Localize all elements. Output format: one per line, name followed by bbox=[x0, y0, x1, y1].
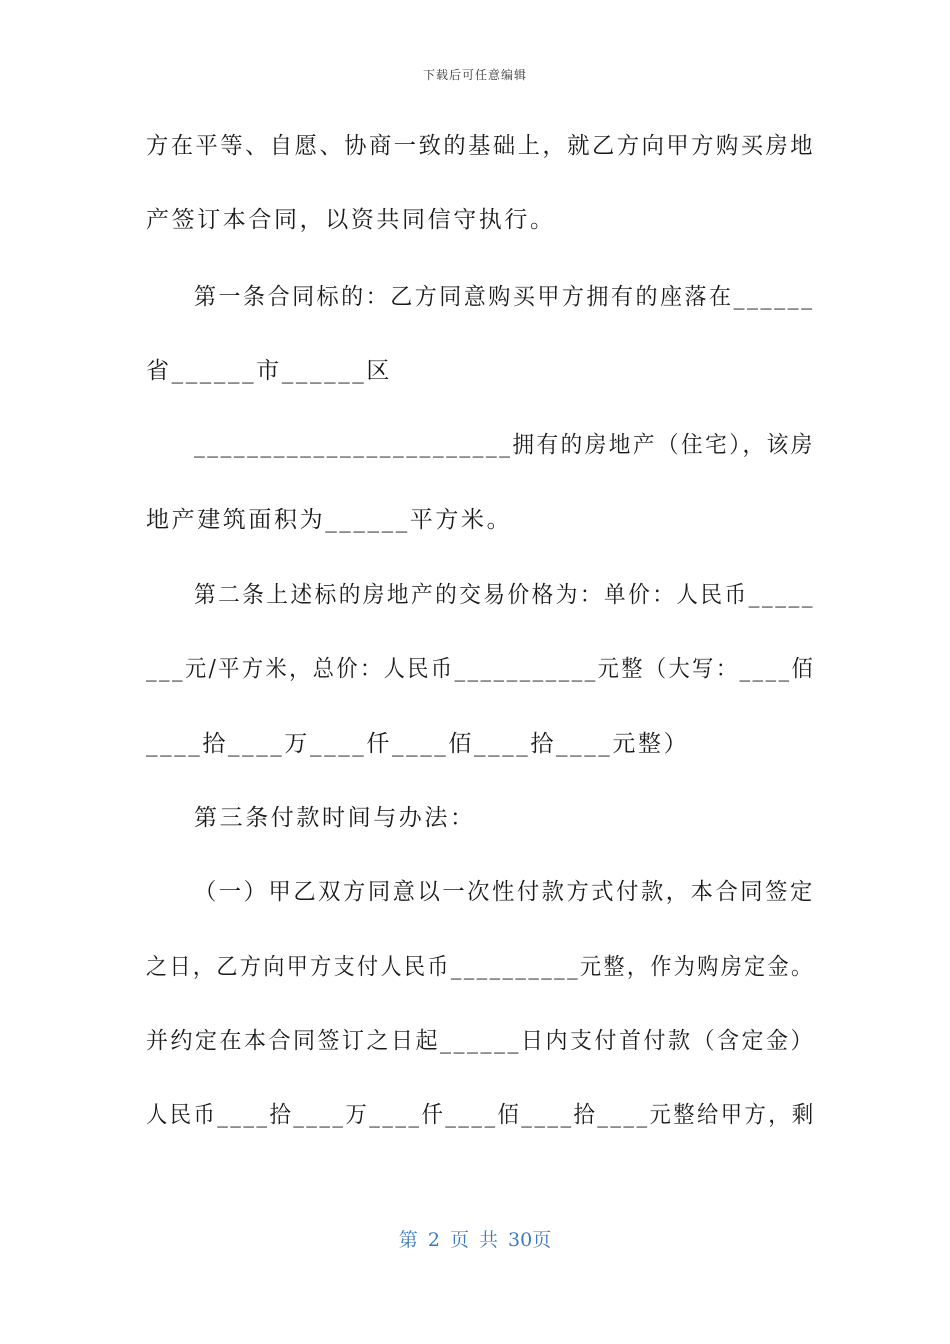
body-line: ________________________拥有的房地产（住宅），该房 bbox=[194, 432, 815, 458]
page-number-footer: 第 2 页 共 30页 bbox=[398, 1229, 552, 1251]
body-line: ___元/平方米，总价：人民币___________元整（大写：____佰 bbox=[146, 656, 816, 682]
body-line: 方在平等、自愿、协商一致的基础上，就乙方向甲方购买房地 bbox=[146, 133, 816, 159]
body-line: 之日，乙方向甲方支付人民币__________元整，作为购房定金。 bbox=[146, 954, 815, 980]
body-line: ____拾____万____仟____佰____拾____元整） bbox=[146, 731, 690, 757]
body-line: 地产建筑面积为______平方米。 bbox=[146, 507, 513, 533]
body-line: 第三条付款时间与办法： bbox=[194, 805, 476, 831]
body-line: 第二条上述标的房地产的交易价格为：单价：人民币_____ bbox=[194, 582, 816, 608]
header-note: 下载后可任意编辑 bbox=[422, 68, 527, 82]
body-line: 第一条合同标的：乙方同意购买甲方拥有的座落在______ bbox=[194, 284, 815, 310]
body-line: （一）甲乙双方同意以一次性付款方式付款，本合同签定 bbox=[194, 879, 815, 905]
body-line: 人民币____拾____万____仟____佰____拾____元整给甲方，剩 bbox=[146, 1102, 816, 1128]
body-line: 并约定在本合同签订之日起______日内支付首付款（含定金） bbox=[146, 1028, 815, 1054]
body-line: 省______市______区 bbox=[146, 358, 392, 384]
body-line: 产签订本合同，以资共同信守执行。 bbox=[146, 207, 556, 233]
